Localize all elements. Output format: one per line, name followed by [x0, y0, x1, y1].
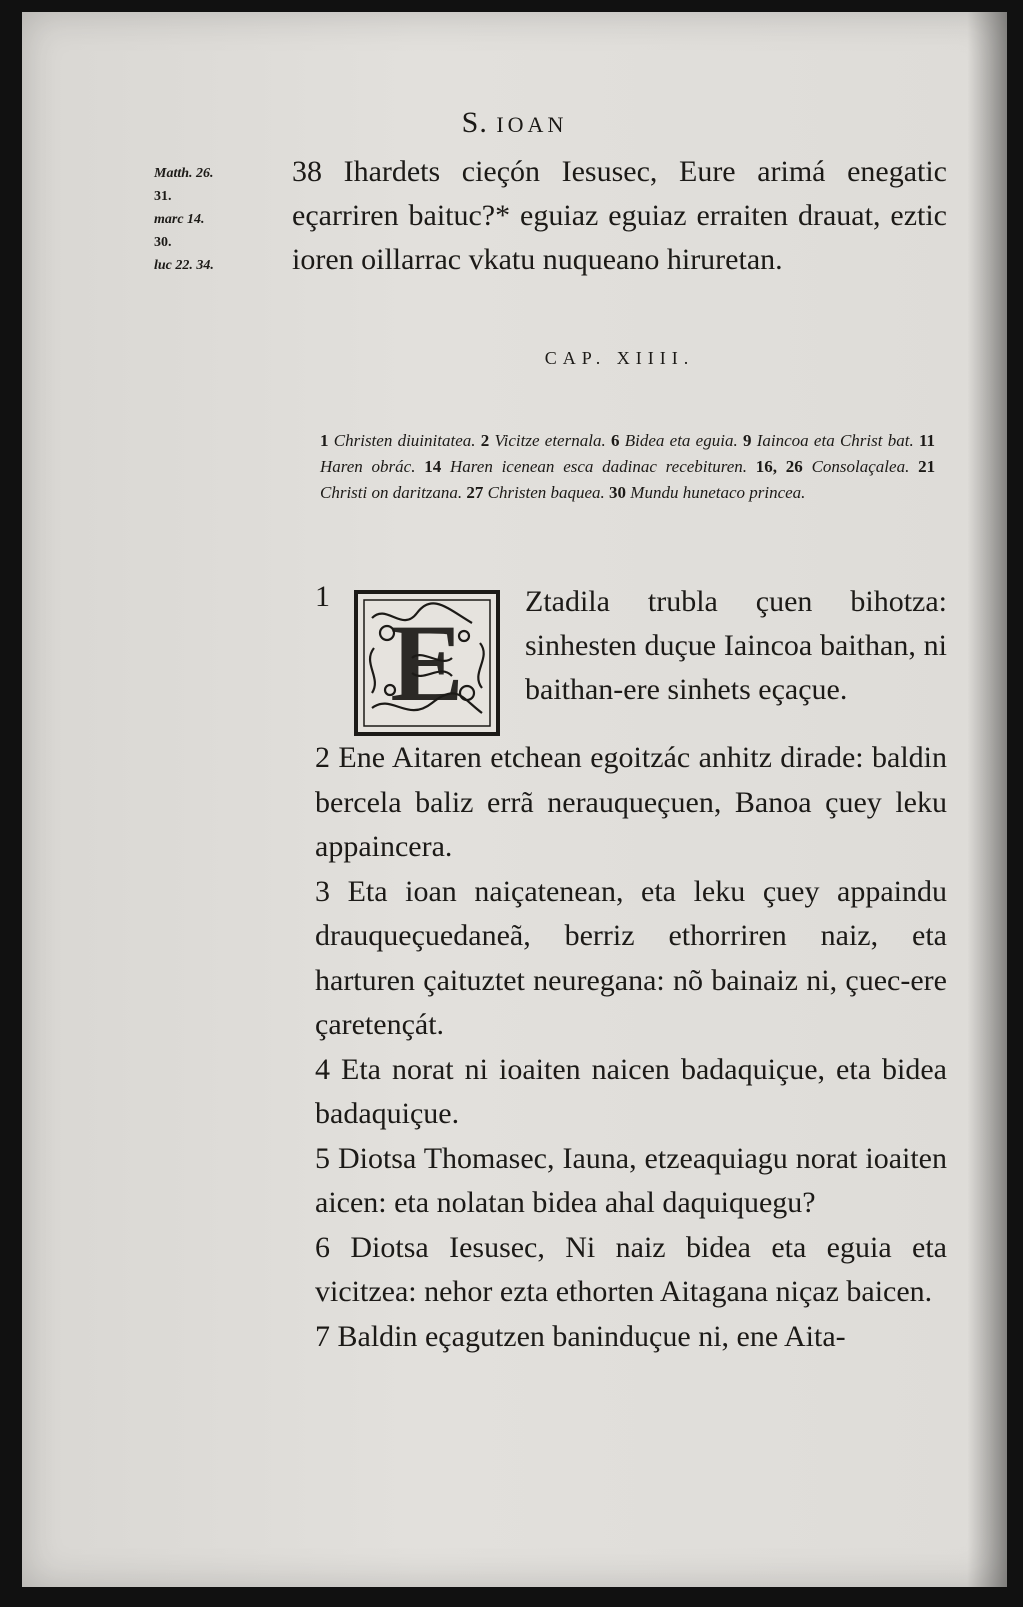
- ornament-initial-icon: [352, 588, 502, 738]
- summary-text: Mundu hunetaco princea.: [630, 483, 806, 502]
- summary-num: 14: [424, 457, 442, 476]
- decorated-initial: [352, 588, 502, 738]
- verse: 2 Ene Aitaren etchean egoitzác anhitz dirade: baldin bercela baliz errã nerauqueçuen, Banoa çuey leku appaincera.: [315, 741, 947, 863]
- header-prefix: S.: [461, 106, 488, 139]
- verse: 5 Diotsa Thomasec, Iauna, etzeaquiagu norat ioaiten aicen: eta nolatan bidea ahal daquiquegu?: [315, 1141, 947, 1219]
- verse-1-text: Ztadila trubla çuen bihotza: sinhesten duçue Iaincoa baithan, ni baithan-ere sinhets eçaçue.: [525, 585, 947, 706]
- summary-num: 6: [610, 431, 620, 450]
- summary-num: 2: [480, 431, 490, 450]
- summary-num: 9: [742, 431, 752, 450]
- summary-text: Christi on daritzana.: [320, 483, 463, 502]
- margin-ref: Matth. 26.: [154, 166, 214, 181]
- verse: 6 Diotsa Iesusec, Ni naiz bidea eta eguia eta vicitzea: nehor ezta ethorten Aitagana niçaz baicen.: [315, 1230, 947, 1308]
- verse: 3 Eta ioan naiçatenean, eta leku çuey appaindu drauqueçuedaneã, berriz ethorriren naiz, eta harturen çaituztet neuregana: nõ bainaiz ni, çuec-ere çaretençát.: [315, 874, 947, 1041]
- margin-ref: luc 22. 34.: [154, 258, 214, 273]
- summary-text: Haren icenean esca dadinac recebituren.: [450, 457, 748, 476]
- margin-ref: 31.: [154, 189, 172, 204]
- verse-38: 38 Ihardets cieçón Iesusec, Eure arimá enegatic eçarriren baituc?* eguiaz eguiaz erraiten drauat, eztic ioren oillarrac vkatu nuqueano hiruretan.: [292, 155, 947, 276]
- summary-text: Christen diuinitatea.: [333, 431, 476, 450]
- summary-num: 16, 26: [755, 457, 803, 476]
- page-edge-shadow: [967, 12, 1007, 1587]
- running-header: [22, 106, 1007, 140]
- summary-text: Bidea eta eguia.: [624, 431, 738, 450]
- chapter-heading: CAP. XIIII.: [544, 348, 695, 368]
- summary-num: 11: [918, 431, 936, 450]
- margin-ref: 30.: [154, 235, 172, 250]
- verses-body: [315, 736, 947, 1359]
- summary-text: Consolaçalea.: [811, 457, 910, 476]
- summary-text: Iaincoa eta Christ bat.: [756, 431, 914, 450]
- margin-ref: marc 14.: [154, 212, 205, 227]
- verse: 7 Baldin eçagutzen baninduçue ni, ene Aita-: [315, 1319, 846, 1353]
- margin-references: [154, 162, 294, 277]
- summary-text: Haren obrác.: [320, 457, 416, 476]
- chapter-summary: [320, 428, 935, 506]
- summary-num: 27: [466, 483, 484, 502]
- summary-num: 1: [320, 431, 329, 450]
- verse: 4 Eta norat ni ioaiten naicen badaquiçue, eta bidea badaquiçue.: [315, 1052, 947, 1130]
- summary-text: Vicitze eternala.: [494, 431, 606, 450]
- header-title: IOAN: [496, 112, 568, 137]
- verse-1-number: 1: [315, 580, 330, 613]
- summary-num: 21: [918, 457, 936, 476]
- initial-letter: E: [390, 602, 464, 724]
- summary-num: 30: [609, 483, 627, 502]
- summary-text: Christen baquea.: [487, 483, 605, 502]
